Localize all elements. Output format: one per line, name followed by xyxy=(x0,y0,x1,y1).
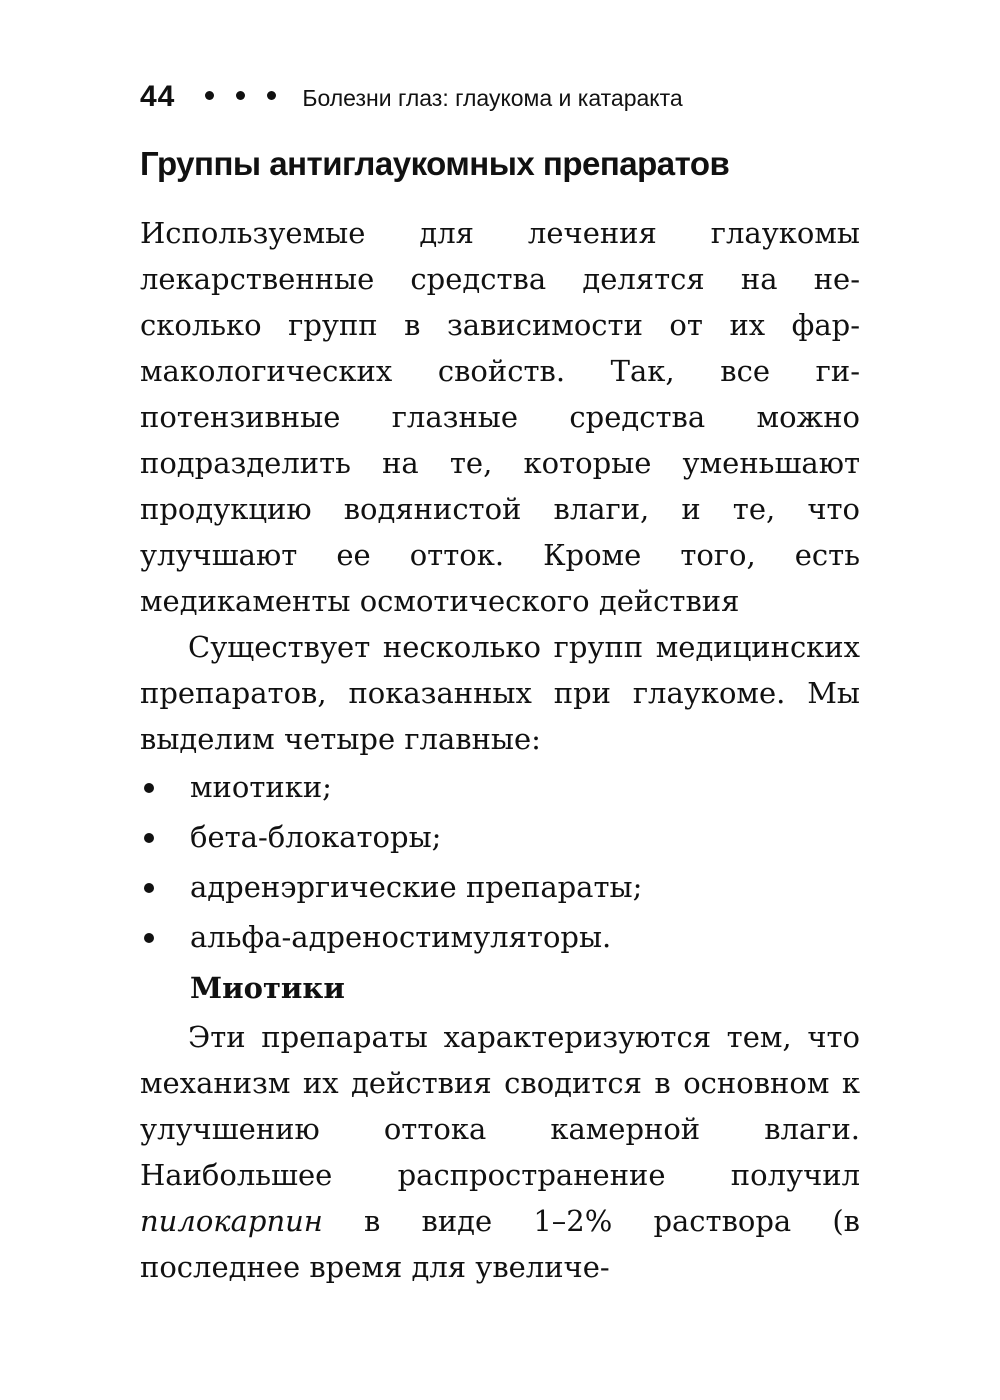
drug-group-list xyxy=(140,762,860,962)
running-title: Болезни глаз: глаукома и катаракта xyxy=(302,85,683,111)
list-item-text: бета-блокаторы; xyxy=(190,820,442,854)
dot-icon xyxy=(236,91,245,100)
drug-name-pilocarpine: пилокарпин xyxy=(140,1204,323,1238)
dot-icon xyxy=(205,91,214,100)
paragraph-1: Используемые для лечения глаукомы лекарственные средства делятся на несколько групп в зависимости от их фармакологических свойств. Так, все гипотензивные глазные средства можно подразделить на те, которые уменьшают продукцию водянистой влаги, и те, что улучшают ее отток. Кроме того, есть медикаменты осмотического действия xyxy=(140,216,860,618)
list-item xyxy=(140,862,860,912)
bullet-icon xyxy=(144,883,154,893)
dot-icon xyxy=(267,91,276,100)
list-item xyxy=(140,912,860,962)
list-item xyxy=(140,762,860,812)
list-item xyxy=(140,812,860,862)
bullet-icon xyxy=(144,933,154,943)
paragraph-2: Существует несколько групп медицинских препаратов, показанных при глаукоме. Мы выделим четыре главные: xyxy=(140,630,860,756)
bullet-icon xyxy=(144,783,154,793)
subheading-miotics: Миотики xyxy=(190,971,345,1005)
paragraph-3-text-end: в виде 1–2% раствора (в последнее время для увеличе- xyxy=(140,1204,860,1284)
body-text xyxy=(140,210,860,1290)
separator-dots xyxy=(205,91,276,100)
list-item-text: миотики; xyxy=(190,770,332,804)
running-head xyxy=(140,80,860,126)
page-number: 44 xyxy=(140,80,176,113)
bullet-icon xyxy=(144,833,154,843)
list-item-text: адренэргические препараты; xyxy=(190,870,643,904)
section-title: Группы антиглаукомных препаратов xyxy=(140,145,730,182)
list-item-text: альфа-адреностимуляторы. xyxy=(190,920,612,954)
paragraph-3 xyxy=(140,1014,860,1290)
paragraph-3-text-start: Эти препараты характеризуются тем, что механизм их действия сводится в основном к улучшению оттока камерной влаги. Наибольшее распространение получил xyxy=(140,1020,860,1192)
book-page xyxy=(140,80,860,1290)
